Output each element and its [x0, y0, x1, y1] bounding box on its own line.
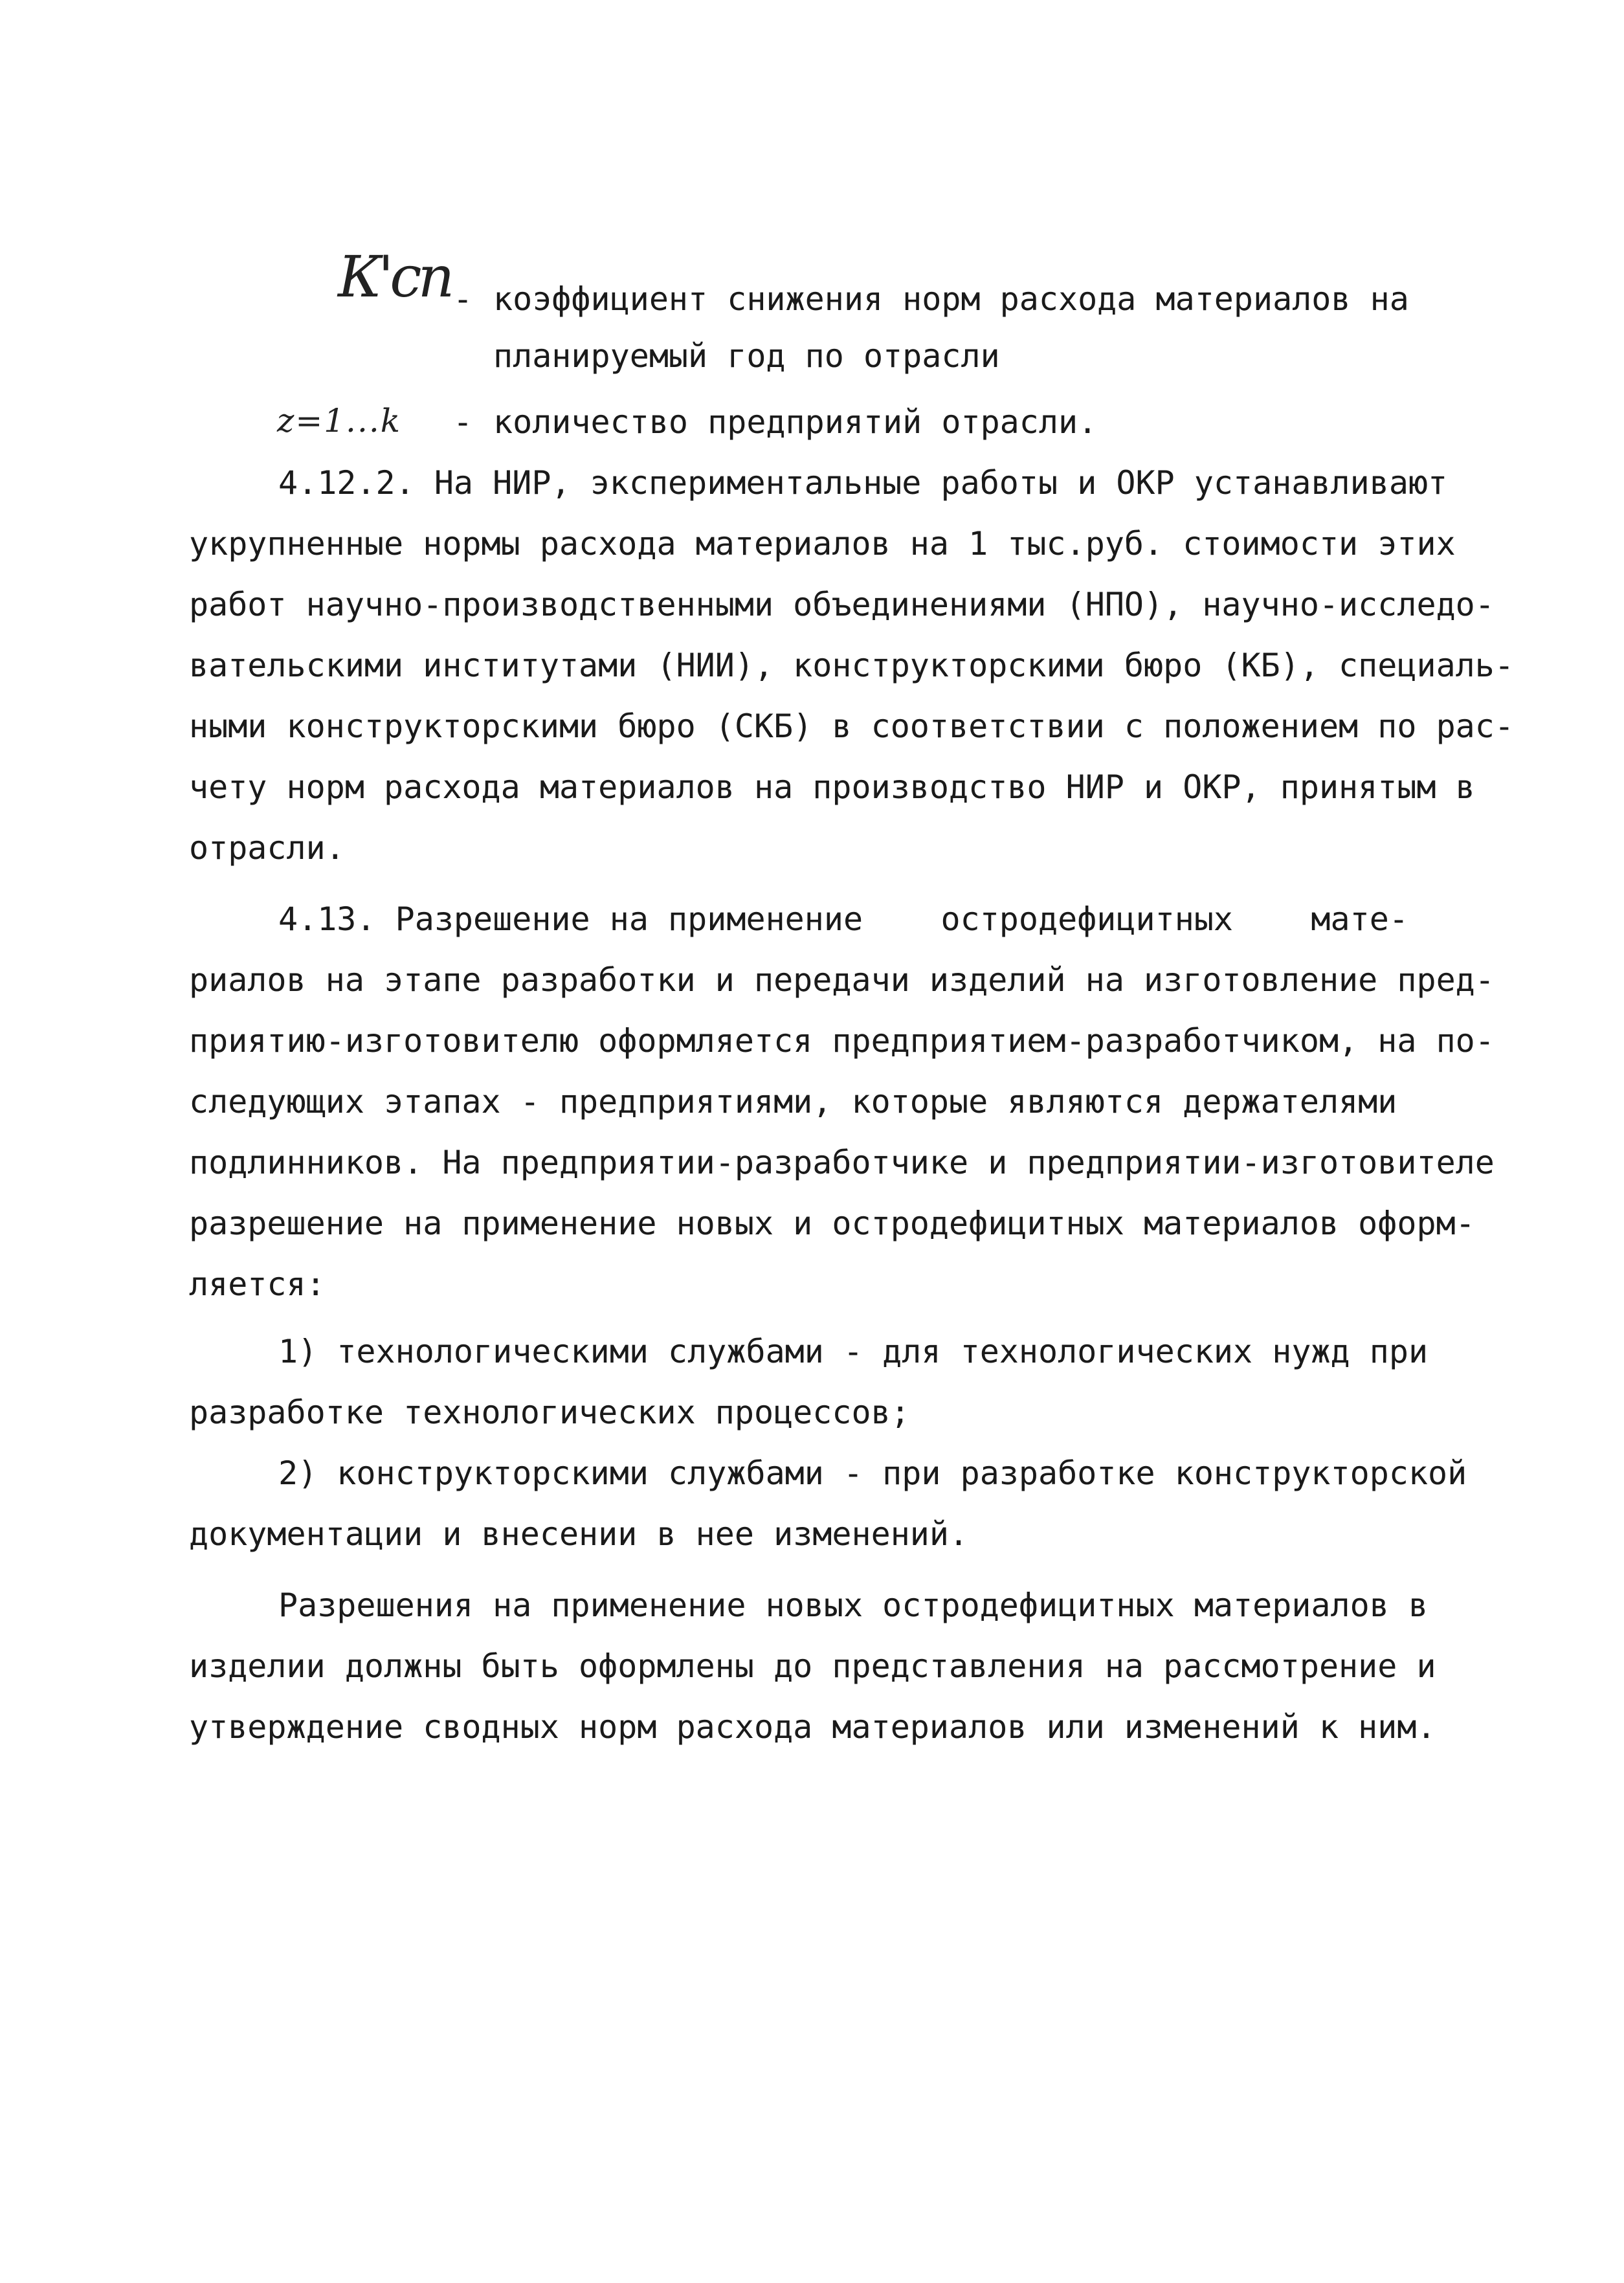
- symbol-z-range: z=1...k: [277, 402, 402, 440]
- list-item-continuation: документации и внесении в нее изменений.: [189, 1515, 969, 1553]
- paragraph-line: 4.12.2. На НИР, экспериментальные работы и ОКР устанавливают: [278, 464, 1448, 502]
- paragraph-line: ляется:: [189, 1265, 326, 1303]
- paragraph-line: риалов на этапе разработки и передачи изделий на изготовление пред-: [189, 961, 1495, 999]
- paragraph-line: изделии должны быть оформлены до представления на рассмотрение и: [189, 1647, 1436, 1685]
- list-item: 2) конструкторскими службами - при разработке конструкторской: [278, 1454, 1467, 1492]
- list-item-continuation: разработке технологических процессов;: [189, 1394, 910, 1431]
- paragraph-line: подлинников. На предприятии-разработчике и предприятии-изготовителе: [189, 1144, 1495, 1181]
- paragraph-line: вательскими институтами (НИИ), конструкторскими бюро (КБ), специаль-: [189, 647, 1514, 684]
- definition-dash: -: [453, 403, 473, 441]
- paragraph-line: отрасли.: [189, 829, 345, 867]
- list-item: 1) технологическими службами - для технологических нужд при: [278, 1333, 1429, 1370]
- paragraph-line: разрешение на применение новых и остродефицитных материалов оформ-: [189, 1205, 1475, 1242]
- symbol-k-sp: К'сп: [338, 243, 451, 310]
- paragraph-line: следующих этапах - предприятиями, которые являются держателями: [189, 1083, 1397, 1120]
- paragraph-line: ными конструкторскими бюро (СКБ) в соответствии с положением по рас-: [189, 707, 1514, 745]
- paragraph-line: укрупненные нормы расхода материалов на 1 тыс.руб. стоимости этих: [189, 525, 1456, 562]
- paragraph-line: 4.13. Разрешение на применение остродефицитных мате-: [278, 900, 1408, 938]
- definition-text: количество предприятий отрасли.: [493, 403, 1098, 441]
- paragraph-line: утверждение сводных норм расхода материалов или изменений к ним.: [189, 1708, 1436, 1746]
- paragraph-line: Разрешения на применение новых остродефицитных материалов в: [278, 1587, 1429, 1624]
- definition-text-continuation: планируемый год по отрасли: [493, 337, 1000, 375]
- definition-dash: -: [453, 280, 473, 318]
- paragraph-line: чету норм расхода материалов на производство НИР и ОКР, принятым в: [189, 768, 1475, 806]
- definition-text: коэффициент снижения норм расхода материалов на: [493, 280, 1409, 318]
- paragraph-line: работ научно-производственными объединениями (НПО), научно-исследо-: [189, 586, 1495, 623]
- paragraph-line: приятию-изготовителю оформляется предприятием-разработчиком, на по-: [189, 1022, 1495, 1060]
